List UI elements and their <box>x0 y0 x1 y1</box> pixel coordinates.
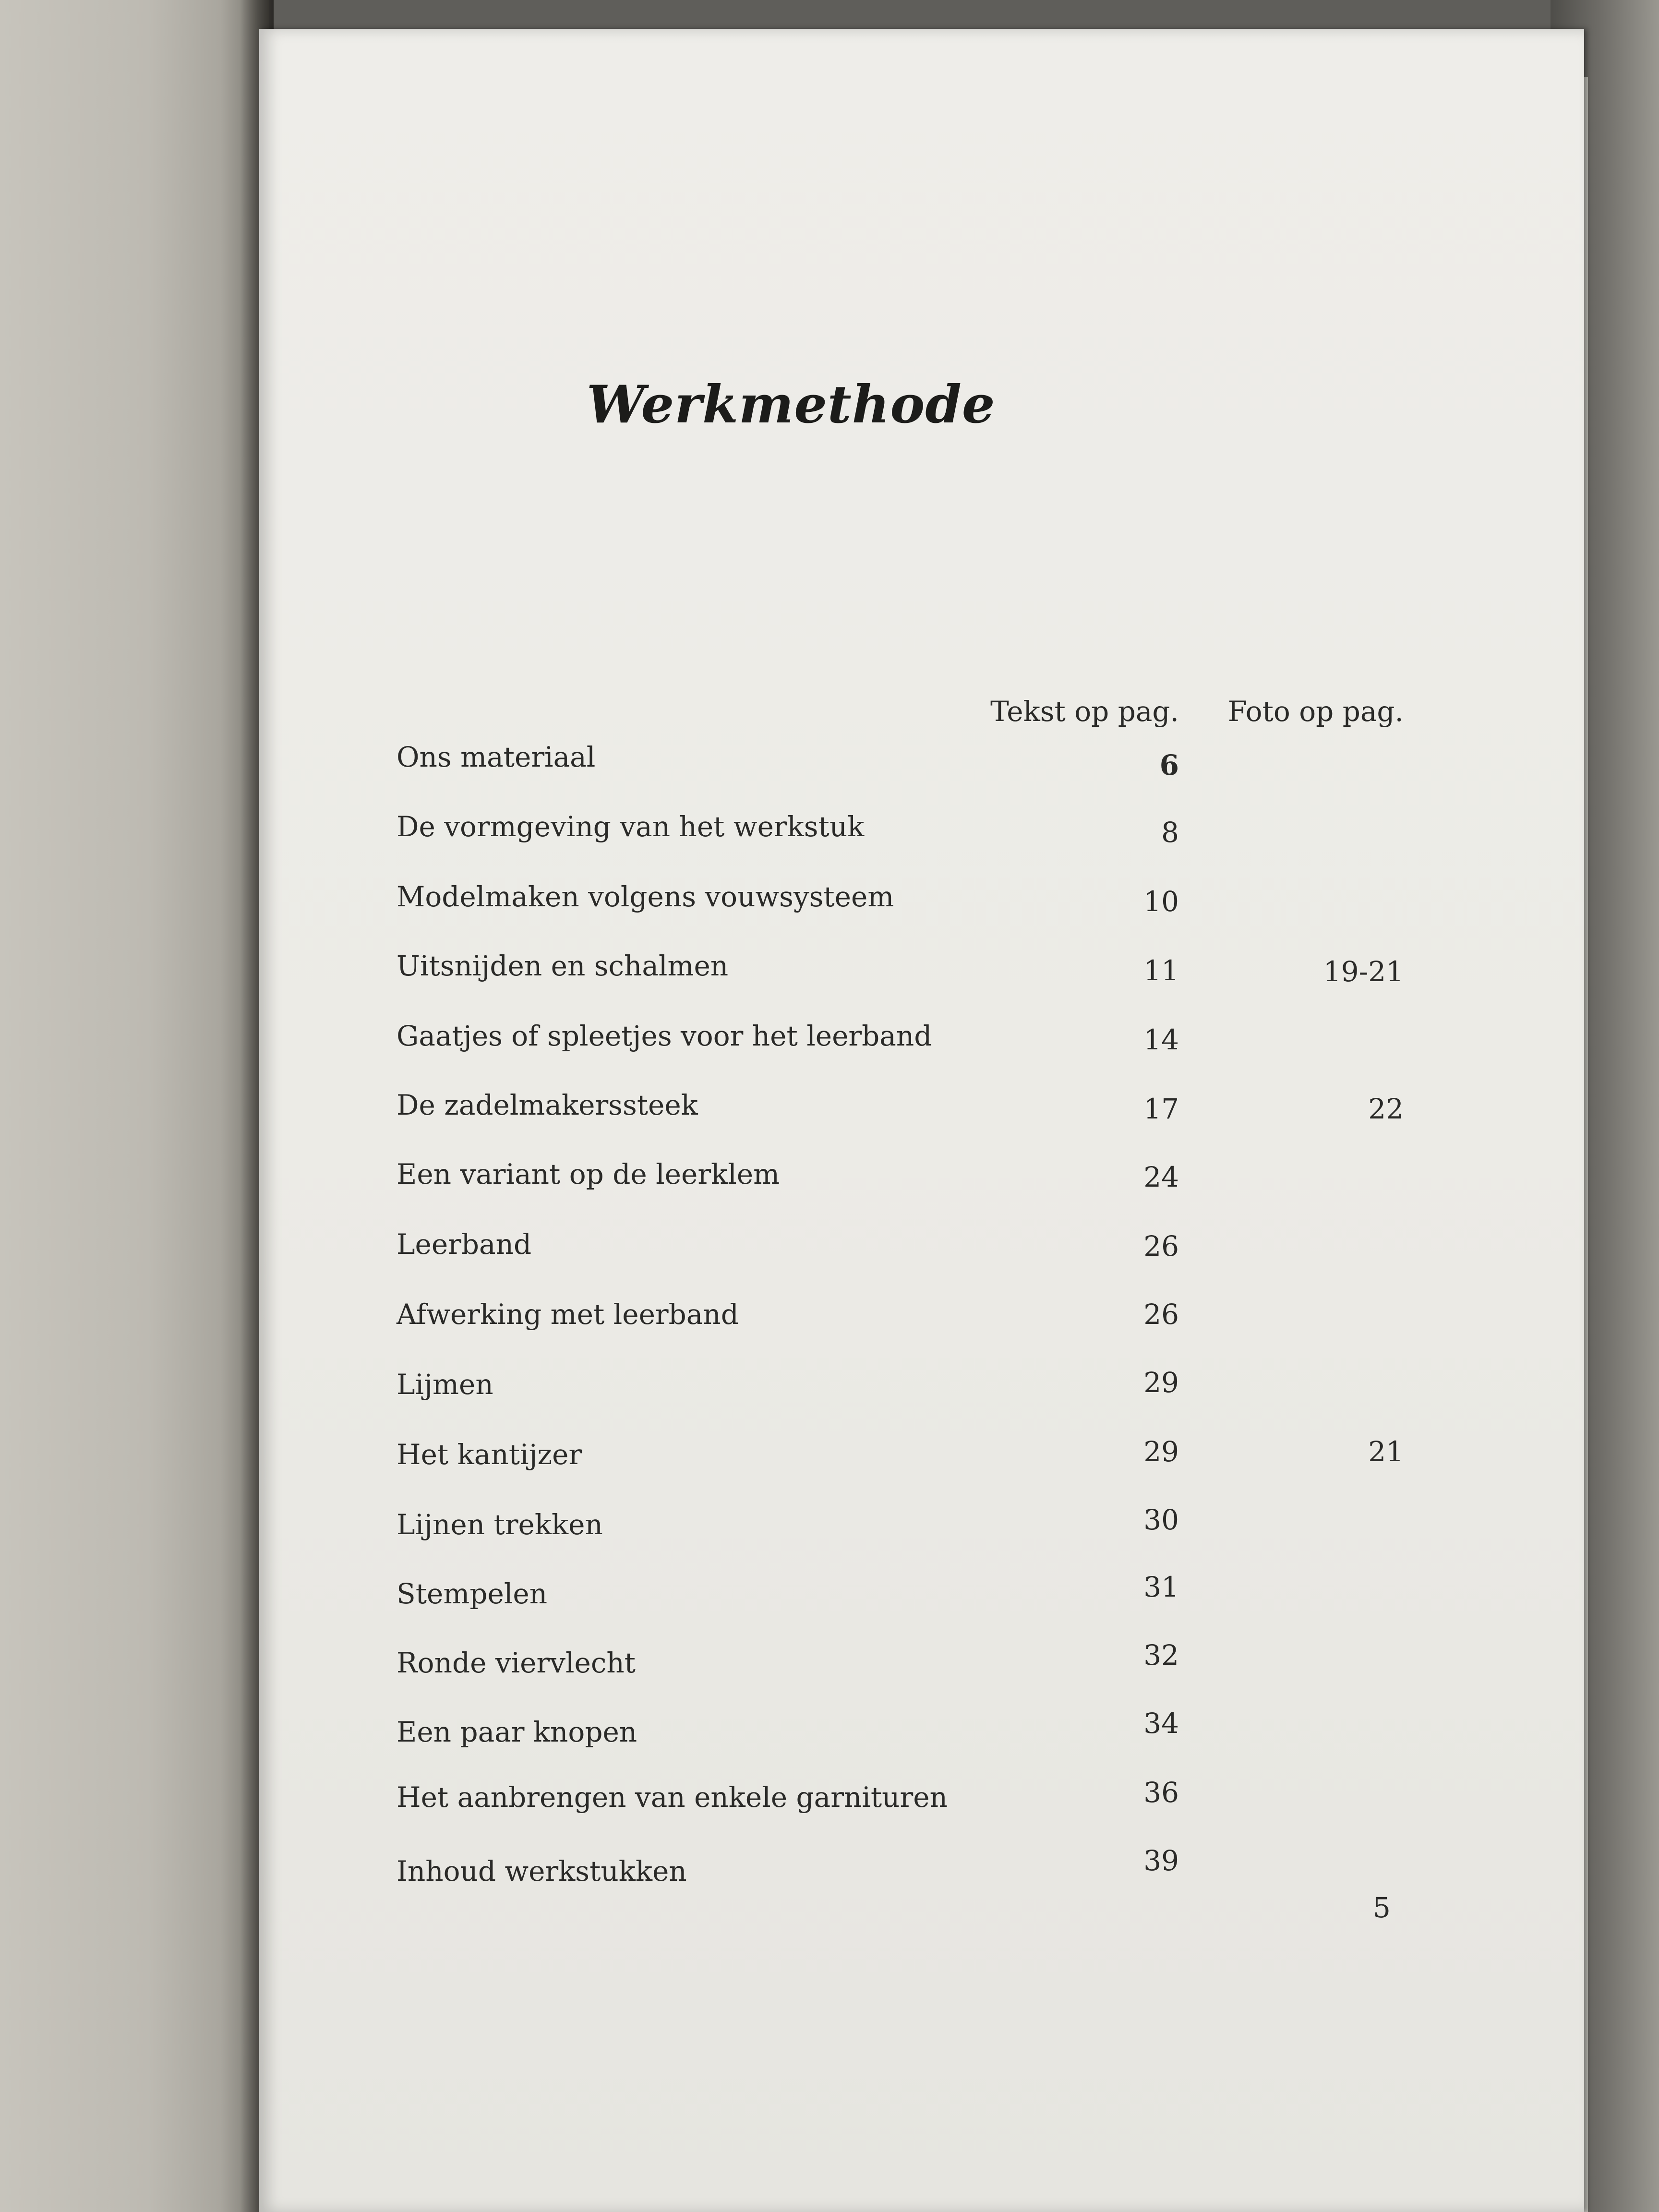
toc-entry-label: Modelmaken volgens vouwsysteem <box>397 880 894 913</box>
toc-entry-label: Uitsnijden en schalmen <box>397 950 729 982</box>
toc-entry-tekst-page: 31 <box>1143 1571 1179 1603</box>
toc-entry-label: Het aanbrengen van enkele garnituren <box>397 1781 948 1814</box>
toc-entry-tekst-page: 29 <box>1143 1366 1179 1399</box>
toc-entry-tekst-page: 6 <box>1159 749 1179 781</box>
toc-entry-tekst-page: 32 <box>1143 1639 1179 1671</box>
facing-page <box>0 0 269 2212</box>
toc-entry-label: Ons materiaal <box>397 741 596 773</box>
page-title: Werkmethode <box>587 374 996 435</box>
toc-entry-tekst-page: 26 <box>1143 1230 1179 1262</box>
toc-entry-tekst-page: 29 <box>1143 1435 1179 1468</box>
toc-entry-label: De vormgeving van het werkstuk <box>397 810 865 843</box>
toc-entry-label: Afwerking met leerband <box>397 1298 739 1331</box>
toc-entry-label: Een paar knopen <box>397 1716 637 1748</box>
toc-entry-tekst-page: 26 <box>1143 1298 1179 1331</box>
toc-entry-label: Lijnen trekken <box>397 1508 603 1541</box>
toc-entry-label: Stempelen <box>397 1577 548 1610</box>
toc-entry-foto-page: 21 <box>1368 1435 1404 1468</box>
column-header-tekst: Tekst op pag. <box>990 695 1179 728</box>
toc-entry-label: De zadelmakerssteek <box>397 1089 698 1121</box>
toc-entry-label: Een variant op de leerklem <box>397 1158 780 1190</box>
toc-entry-foto-page: 19-21 <box>1323 955 1404 988</box>
toc-entry-foto-page: 22 <box>1368 1093 1404 1125</box>
toc-entry-tekst-page: 36 <box>1143 1776 1179 1809</box>
toc-entry-label: Ronde viervlecht <box>397 1647 636 1679</box>
toc-entry-label: Lijmen <box>397 1368 493 1401</box>
toc-entry-tekst-page: 17 <box>1143 1093 1179 1125</box>
column-header-foto: Foto op pag. <box>1227 695 1404 728</box>
toc-entry-tekst-page: 34 <box>1143 1707 1179 1740</box>
toc-entry-label: Leerband <box>397 1228 532 1261</box>
toc-entry-tekst-page: 8 <box>1161 816 1179 849</box>
toc-entry-tekst-page: 11 <box>1143 954 1179 987</box>
toc-entry-tekst-page: 14 <box>1143 1023 1179 1056</box>
toc-entry-tekst-page: 39 <box>1143 1844 1179 1877</box>
page-number: 5 <box>1373 1891 1391 1924</box>
toc-entry-tekst-page: 24 <box>1143 1161 1179 1193</box>
toc-entry-label: Het kantijzer <box>397 1438 582 1471</box>
toc-entry-tekst-page: 30 <box>1143 1503 1179 1536</box>
toc-entry-label: Gaatjes of spleetjes voor het leerband <box>397 1020 932 1052</box>
toc-entry-tekst-page: 10 <box>1143 885 1179 918</box>
toc-entry-label: Inhoud werkstukken <box>397 1855 687 1887</box>
